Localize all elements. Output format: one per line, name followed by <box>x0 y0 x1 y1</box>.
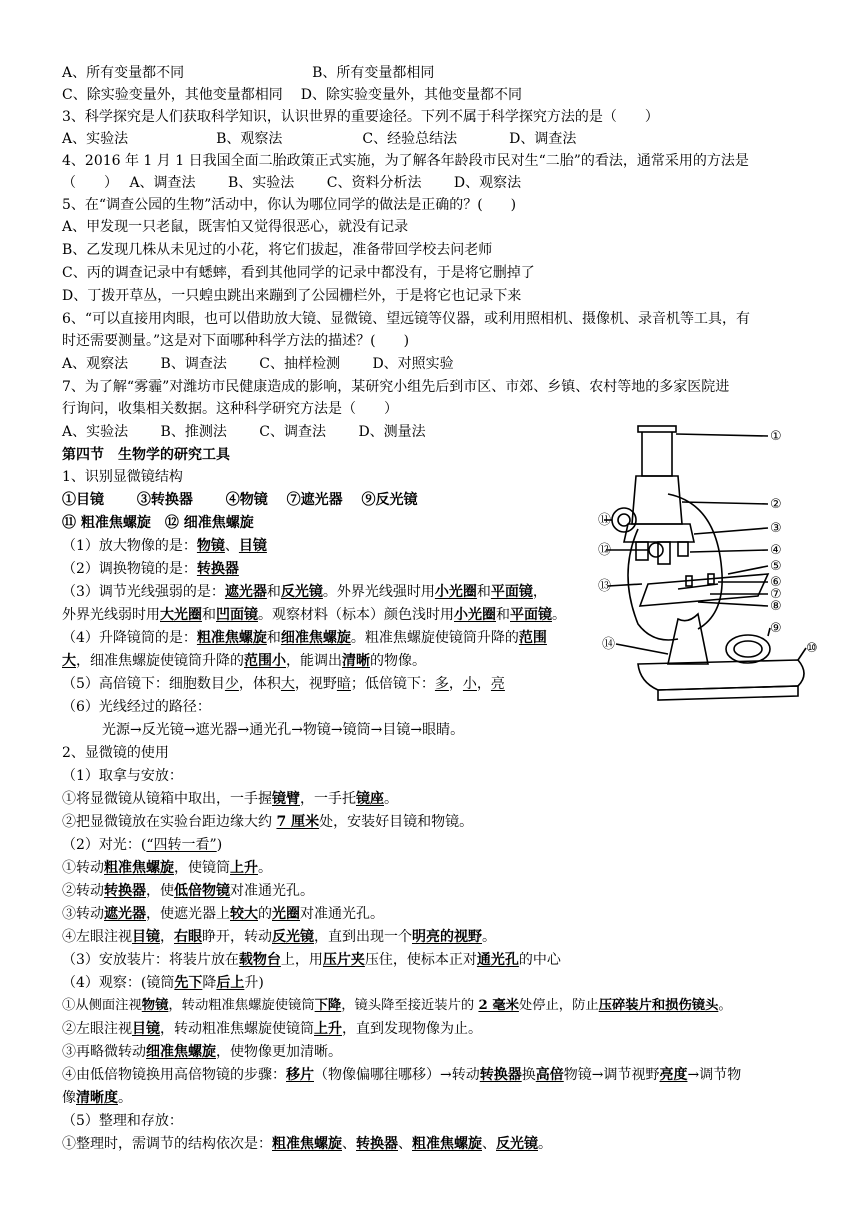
answer: 转换器 <box>104 883 146 899</box>
use-2d <box>62 926 496 948</box>
answer: “四转一看” <box>146 837 217 853</box>
option-d: D、除实验变量外，其他变量都不同 <box>300 87 522 103</box>
fine-knob-drawing <box>649 543 663 557</box>
answer: 目镜 <box>238 538 267 554</box>
option: C、经验总结法 <box>362 131 458 147</box>
parts-list-2: ⑪ 粗准焦螺旋 ⑫ 细准焦螺旋 <box>62 515 254 531</box>
base-drawing <box>638 660 804 690</box>
text: →调节物 <box>687 1067 742 1083</box>
text: ，转动粗准焦螺旋使镜筒 <box>160 1021 314 1037</box>
text: 、 <box>398 1136 412 1152</box>
answer: 小光圈 <box>454 607 496 623</box>
text: （4）升降镜筒的是： <box>62 630 197 646</box>
text: 。粗准焦螺旋使镜筒升降的 <box>350 630 519 646</box>
answer: 暗 <box>336 676 351 692</box>
item-4b <box>62 650 426 672</box>
label-1: ① <box>770 429 782 444</box>
stage-drawing <box>640 574 768 606</box>
answer: 镜臂 <box>272 791 300 807</box>
text: ④左眼注视 <box>62 929 132 945</box>
text: 物镜→调节视野 <box>563 1067 660 1083</box>
answer: 多 <box>434 676 449 692</box>
option-c: C、除实验变量外，其他变量都相同 <box>62 87 283 103</box>
use-4 <box>62 972 264 994</box>
q5-option-b: B、乙发现几株从未见过的小花，将它们拔起，准备带回学校去问老师 <box>62 242 493 258</box>
text: ①从侧面注视 <box>62 998 142 1013</box>
text: 上，用 <box>280 952 323 968</box>
answer: 细准焦螺旋 <box>146 1044 216 1060</box>
q2-options-ab <box>62 62 434 84</box>
text: 。 <box>538 1136 552 1152</box>
answer: 大 <box>280 676 295 692</box>
use-4d <box>62 1064 741 1086</box>
label-7: ⑦ <box>770 587 782 602</box>
parts-list-1: ①目镜 ③转换器 ④物镜 ⑦遮光器 ⑨反光镜 <box>62 492 418 508</box>
q3-options <box>62 128 576 150</box>
answer: 后上 <box>216 975 245 991</box>
text: 对准通光孔。 <box>300 906 384 922</box>
label-9: ⑨ <box>770 621 782 636</box>
answer: 反光镜 <box>280 584 323 600</box>
text: （5）高倍镜下：细胞数目 <box>62 676 225 692</box>
text: （4）观察：(镜筒 <box>62 975 175 991</box>
text: 压住，使标本正对 <box>364 952 477 968</box>
eyepiece-drawing <box>642 428 672 476</box>
text: 睁开，转动 <box>202 929 272 945</box>
answer: 明亮的视野 <box>412 929 482 945</box>
item-3b <box>62 604 566 626</box>
answer: 载物台 <box>238 952 281 968</box>
use-2 <box>62 834 222 856</box>
text: ④由低倍物镜换用高倍物镜的步骤： <box>62 1067 286 1083</box>
mirror-drawing <box>726 635 770 663</box>
item-1 <box>62 535 267 557</box>
answer: 亮度 <box>659 1067 688 1083</box>
use-4b <box>62 1018 482 1040</box>
answer: 粗准焦螺旋 <box>272 1136 342 1152</box>
text: ，能调出 <box>286 653 342 669</box>
q5-option-a: A、甲发现一只老鼠，既害怕又觉得很恶心，就没有记录 <box>62 219 409 235</box>
text: 的物像。 <box>370 653 426 669</box>
answer: 清晰度 <box>76 1090 118 1106</box>
text: ②左眼注视 <box>62 1021 132 1037</box>
answer: 遮光器 <box>104 906 146 922</box>
text: 的中心 <box>518 952 561 968</box>
option-b: B、所有变量都相同 <box>312 65 435 81</box>
label-11: ⑪ <box>598 513 612 528</box>
q4-line1: 4、2016 年 1 月 1 日我国全面二胎政策正式实施，为了解各年龄段市民对生“二胎”的看法，通常采用的方法是 <box>62 153 749 169</box>
text: 降 <box>202 975 217 991</box>
answer: 7 厘米 <box>276 814 320 830</box>
use-1: （1）取拿与安放： <box>62 768 183 784</box>
text: 和 <box>266 630 281 646</box>
text: 。观察材料（标本）颜色浅时用 <box>258 607 454 623</box>
text: ；低倍镜下： <box>350 676 435 692</box>
answer: 转换器 <box>356 1136 398 1152</box>
answer: 大光圈 <box>160 607 202 623</box>
answer: 压片夹 <box>322 952 365 968</box>
answer: 清晰 <box>342 653 370 669</box>
item-2 <box>62 558 239 580</box>
answer: 移片 <box>286 1067 314 1083</box>
answer: 范围小 <box>244 653 286 669</box>
answer: 范围 <box>518 630 547 646</box>
text: ，使物像更加清晰。 <box>216 1044 342 1060</box>
answer: 细准焦螺旋 <box>280 630 351 646</box>
answer: 上升 <box>314 1021 342 1037</box>
text: ，直到出现一个 <box>314 929 412 945</box>
text: ， <box>532 584 547 600</box>
q2-options-cd <box>62 84 522 106</box>
answer: 遮光器 <box>224 584 267 600</box>
label-8: ⑧ <box>770 599 782 614</box>
item-5 <box>62 673 505 695</box>
answer: 亮 <box>490 676 505 692</box>
label-4: ④ <box>770 543 782 558</box>
answer: 粗准焦螺旋 <box>196 630 267 646</box>
text: ③再略微转动 <box>62 1044 146 1060</box>
answer: 压碎装片和损伤镜头 <box>598 998 719 1013</box>
answer: 转换器 <box>479 1067 522 1083</box>
text: 。 <box>384 791 398 807</box>
answer: 先下 <box>174 975 203 991</box>
text: 和 <box>476 584 491 600</box>
q5-stem: 5、在“调查公园的生物”活动中，你认为哪位同学的做法是正确的？( ) <box>62 197 517 213</box>
use-2a <box>62 857 272 879</box>
use-5a <box>62 1133 552 1155</box>
text: 和 <box>266 584 281 600</box>
text: 。 <box>118 1090 132 1106</box>
q6-line1: 6、“可以直接用肉眼，也可以借助放大镜、显微镜、望远镜等仪器，或利用照相机、摄像机、录音机等工具，有 <box>62 311 751 327</box>
answer: 高倍 <box>535 1067 564 1083</box>
item-4a <box>62 627 547 649</box>
text: （3）调节光线强弱的是： <box>62 584 225 600</box>
text: ③转动 <box>62 906 104 922</box>
tube-drawing <box>632 476 682 524</box>
answer: 2 毫米 <box>478 998 519 1013</box>
q7-line2: 行询问，收集相关数据。这种科学研究方法是（ ） <box>62 401 398 417</box>
text: （2）调换物镜的是： <box>62 561 197 577</box>
text: （物像偏哪往哪移）→转动 <box>314 1067 480 1083</box>
use-4e <box>62 1087 132 1109</box>
use-3 <box>62 949 561 971</box>
answer: 转换器 <box>196 561 239 577</box>
q7-line1: 7、为了解“雾霾”对潍坊市民健康造成的影响，某研究小组先后到市区、市郊、乡镇、农村等地的多家医院进 <box>62 379 730 395</box>
text: ，镜头降至接近装片的 <box>341 998 479 1013</box>
text: 和 <box>202 607 216 623</box>
text: ，使遮光器上 <box>146 906 230 922</box>
text: ) <box>216 837 223 853</box>
option: B、观察法 <box>216 131 283 147</box>
answer: 低倍物镜 <box>174 883 230 899</box>
text: ，体积 <box>238 676 281 692</box>
label-6: ⑥ <box>770 575 782 590</box>
answer: 物镜 <box>196 538 225 554</box>
option-a: A、所有变量都不同 <box>62 65 185 81</box>
use-1a <box>62 788 398 810</box>
section-s1: 1、识别显微镜结构 <box>62 469 183 485</box>
text: 、 <box>224 538 239 554</box>
answer: 通光孔 <box>476 952 519 968</box>
text: ①将显微镜从镜箱中取出，一手握 <box>62 791 272 807</box>
text: 。 <box>482 929 496 945</box>
text: 像 <box>62 1090 76 1106</box>
option: D、调查法 <box>509 131 577 147</box>
item-3a <box>62 581 547 603</box>
answer: 物镜 <box>141 998 169 1013</box>
microscope-diagram <box>598 424 828 706</box>
light-path: 光源→反光镜→遮光器→通光孔→物镜→镜筒→目镜→眼睛。 <box>102 722 465 738</box>
text: ②转动 <box>62 883 104 899</box>
section-title: 第四节 生物学的研究工具 <box>62 447 230 463</box>
text: （2）对光：( <box>62 837 147 853</box>
answer: 平面镜 <box>510 607 552 623</box>
text: （1）放大物像的是： <box>62 538 197 554</box>
text: 对准通光孔。 <box>230 883 314 899</box>
text: ，一手托 <box>300 791 356 807</box>
text: 和 <box>496 607 510 623</box>
use-4c <box>62 1041 342 1063</box>
label-10: ⑩ <box>806 641 818 656</box>
answer: 凹面镜 <box>216 607 258 623</box>
text: 升) <box>244 975 264 991</box>
text: 、 <box>482 1136 496 1152</box>
q4-line2: （ ） A、调查法 B、实验法 C、资料分析法 D、观察法 <box>62 175 522 191</box>
use-4a <box>62 995 732 1017</box>
answer: 小光圈 <box>434 584 477 600</box>
text: 。外界光线强时用 <box>322 584 435 600</box>
text: 。 <box>258 860 272 876</box>
text: 换 <box>521 1067 536 1083</box>
q3-stem: 3、科学探究是人们获取科学知识，认识世界的重要途径。下列不属于科学探究方法的是（ ） <box>62 109 659 125</box>
text: ②把显微镜放在实验台距边缘大约 <box>62 814 277 830</box>
label-12: ⑫ <box>598 543 612 558</box>
text: ，使镜筒 <box>174 860 230 876</box>
text: 的 <box>258 906 272 922</box>
label-2: ② <box>770 497 782 512</box>
option: A、实验法 <box>62 131 129 147</box>
text: ， <box>160 929 174 945</box>
answer: 粗准焦螺旋 <box>412 1136 482 1152</box>
text: ，视野 <box>294 676 337 692</box>
answer: 小 <box>462 676 477 692</box>
q6-line2: 时还需要测量。”这是对下面哪种科学方法的描述？( ) <box>62 333 410 349</box>
use-2b <box>62 880 314 902</box>
section-s2: 2、显微镜的使用 <box>62 745 169 761</box>
use-1b <box>62 811 473 833</box>
text: ，细准焦螺旋使镜筒升降的 <box>76 653 244 669</box>
text: 外界光线弱时用 <box>62 607 160 623</box>
text: 处停止，防止 <box>518 998 599 1013</box>
answer: 反光镜 <box>496 1136 538 1152</box>
text: ， <box>476 676 491 692</box>
label-14: ⑭ <box>602 637 616 652</box>
answer: 右眼 <box>174 929 202 945</box>
q5-option-c: C、丙的调查记录中有蟋蟀，看到其他同学的记录中都没有，于是将它删掉了 <box>62 265 535 281</box>
answer: 少 <box>224 676 239 692</box>
item-6: （6）光线经过的路径： <box>62 699 211 715</box>
label-13: ⑬ <box>598 579 612 594</box>
label-5: ⑤ <box>770 559 782 574</box>
answer: 镜座 <box>356 791 384 807</box>
answer: 光圈 <box>272 906 300 922</box>
text: ，使 <box>146 883 174 899</box>
answer: 较大 <box>230 906 258 922</box>
text: ，转动粗准焦螺旋使镜筒 <box>168 998 315 1013</box>
answer: 粗准焦螺旋 <box>104 860 174 876</box>
text: 。 <box>718 998 732 1013</box>
answer: 大 <box>62 653 76 669</box>
answer: 反光镜 <box>272 929 314 945</box>
answer: 目镜 <box>132 1021 160 1037</box>
text: 、 <box>342 1136 356 1152</box>
text: 。 <box>552 607 566 623</box>
q7-options: A、实验法 B、推测法 C、调查法 D、测量法 <box>62 424 426 440</box>
q6-options: A、观察法 B、调查法 C、抽样检测 D、对照实验 <box>62 356 454 372</box>
text: 处，安装好目镜和物镜。 <box>319 814 474 830</box>
text: ， <box>448 676 463 692</box>
text: ，直到发现物像为止。 <box>342 1021 482 1037</box>
answer: 下降 <box>314 998 342 1013</box>
answer: 目镜 <box>132 929 160 945</box>
text: ①整理时，需调节的结构依次是： <box>62 1136 272 1152</box>
use-5: （5）整理和存放： <box>62 1113 183 1129</box>
answer: 平面镜 <box>490 584 533 600</box>
q5-option-d: D、丁拨开草丛，一只蝗虫跳出来蹦到了公园栅栏外，于是将它也记录下来 <box>62 288 522 304</box>
answer: 上升 <box>230 860 258 876</box>
use-2c <box>62 903 384 925</box>
label-3: ③ <box>770 521 782 536</box>
text: （3）安放装片：将装片放在 <box>62 952 239 968</box>
text: ①转动 <box>62 860 104 876</box>
